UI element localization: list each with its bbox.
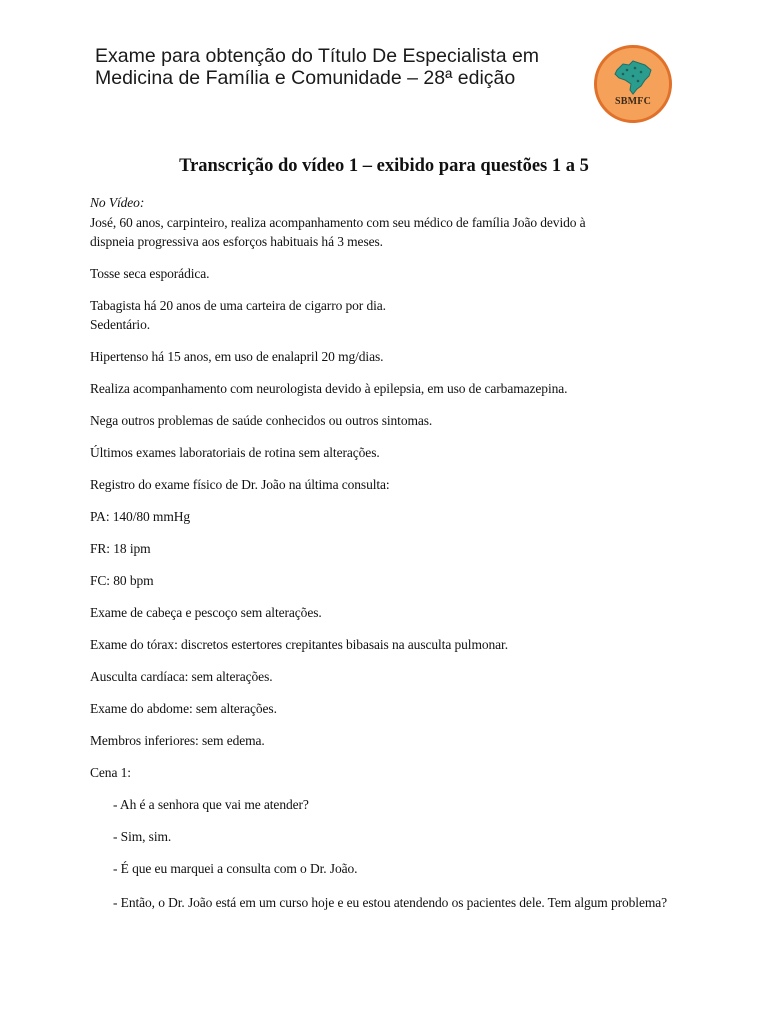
sbmfc-logo — [594, 45, 672, 123]
document-title: Transcrição do vídeo 1 – exibido para questões 1 a 5 — [179, 156, 589, 176]
dialogue-line: - Então, o Dr. João está em um curso hoje e eu estou atendendo os pacientes dele. Tem algum problema? — [113, 895, 668, 910]
section-label: No Vídeo: — [90, 195, 145, 210]
paragraph: Hipertenso há 15 anos, em uso de enalapril 20 mg/dias. — [90, 349, 384, 364]
header-title-line-2: Medicina de Família e Comunidade – 28ª edição — [95, 67, 516, 89]
scene-label: Cena 1: — [90, 765, 131, 780]
vital-pa: PA: 140/80 mmHg — [90, 509, 191, 524]
vital-fc: FC: 80 bpm — [90, 573, 154, 588]
dialogue-line: - É que eu marquei a consulta com o Dr. João. — [113, 861, 358, 876]
dialogue-line: - Sim, sim. — [113, 829, 172, 844]
paragraph: Sedentário. — [90, 317, 151, 332]
paragraph: Tabagista há 20 anos de uma carteira de cigarro por dia. — [90, 298, 386, 313]
header-title-line-1: Exame para obtenção do Título De Especialista em — [95, 45, 540, 67]
brazil-map-icon — [611, 56, 657, 96]
paragraph: Membros inferiores: sem edema. — [90, 733, 265, 748]
paragraph: Ausculta cardíaca: sem alterações. — [90, 669, 273, 684]
paragraph: Últimos exames laboratoriais de rotina sem alterações. — [90, 445, 380, 460]
paragraph: Nega outros problemas de saúde conhecidos ou outros sintomas. — [90, 413, 433, 428]
paragraph: Exame do abdome: sem alterações. — [90, 701, 277, 716]
exam-header — [95, 45, 539, 89]
paragraph: Exame de cabeça e pescoço sem alterações. — [90, 605, 322, 620]
paragraph: Realiza acompanhamento com neurologista devido à epilepsia, em uso de carbamazepina. — [90, 381, 568, 396]
paragraph: Exame do tórax: discretos estertores crepitantes bibasais na ausculta pulmonar. — [90, 637, 508, 652]
logo-text: SBMFC — [615, 96, 651, 107]
intro-line-1: José, 60 anos, carpinteiro, realiza acompanhamento com seu médico de família João devido à — [90, 215, 586, 230]
paragraph: Registro do exame físico de Dr. João na última consulta: — [90, 477, 390, 492]
paragraph: Tosse seca esporádica. — [90, 266, 210, 281]
vital-fr: FR: 18 ipm — [90, 541, 151, 556]
intro-line-2: dispneia progressiva aos esforços habituais há 3 meses. — [90, 234, 383, 249]
dialogue-line: - Ah é a senhora que vai me atender? — [113, 797, 309, 812]
